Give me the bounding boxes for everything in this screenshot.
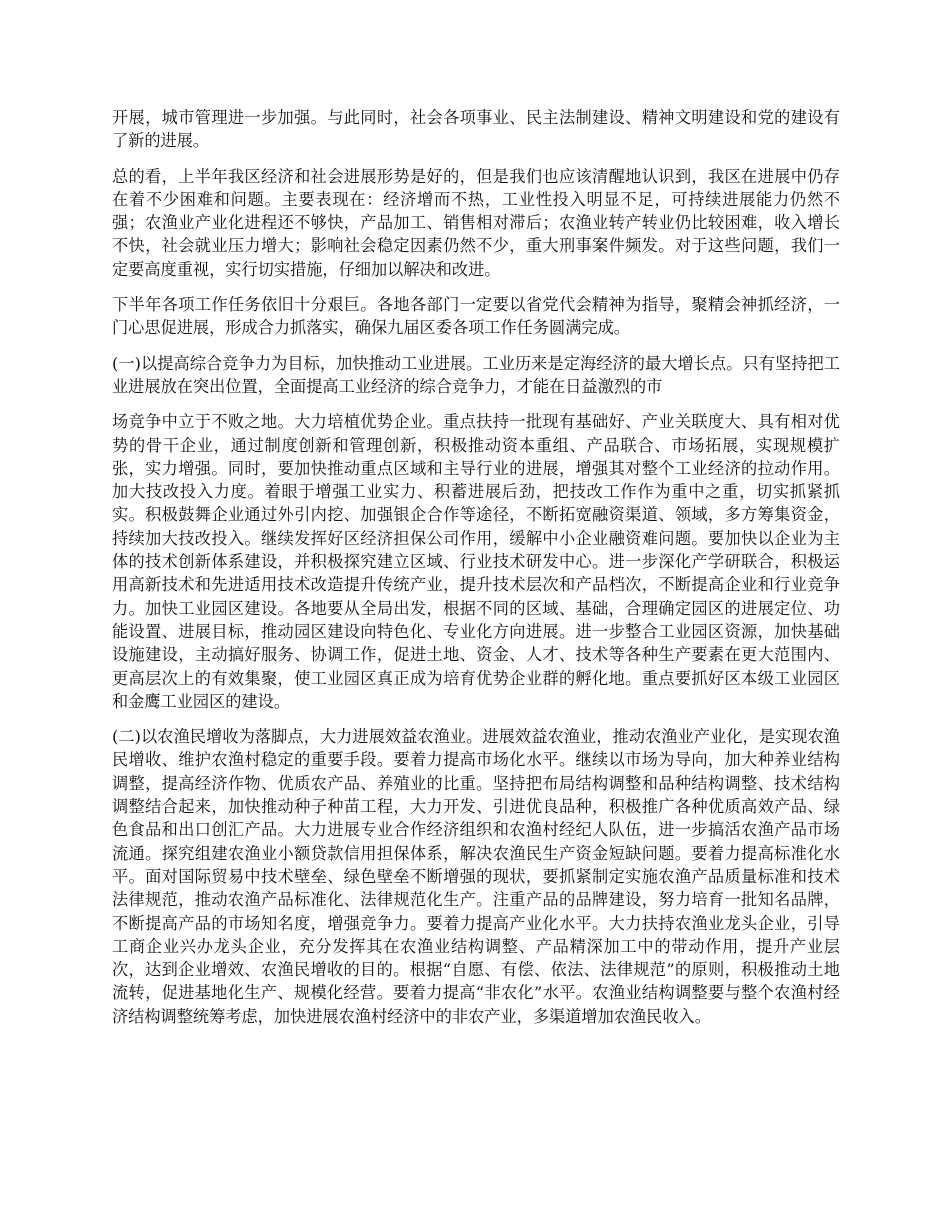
paragraph-industry-detail: 场竞争中立于不败之地。大力培植优势企业。重点扶持一批现有基础好、产业关联度大、具有相对优势的骨干企业，通过制度创新和管理创新，积极推动资本重组、产品联合、市场拓展，实现规模扩张，实力增强。同时，要加快推动重点区域和主导行业的进展，增强其对整个工业经济的拉动作用。加大技改投入力度。着眼于增强工业实力、积蓄进展后劲，把技改工作作为重中之重，切实抓紧抓实。积极鼓舞企业通过外引内挖、加强银企合作等途径，不断拓宽融资渠道、领域，多方筹集资金，持续加大技改投入。继续发挥好区经济担保公司作用，缓解中小企业融资难问题。要加快以企业为主体的技术创新体系建设，并积极探究建立区域、行业技术研发中心。进一步深化产学研联合，积极运用高新技术和先进适用技术改造提升传统产业，提升技术层次和产品档次，不断提高企业和行业竞争力。加快工业园区建设。各地要从全局出发，根据不同的区域、基础，合理确定园区的进展定位、功能设置、进展目标，推动园区建设向特色化、专业化方向进展。进一步整合工业园区资源，加快基础设施建设，主动搞好服务、协调工作，促进土地、资金、人才、技术等各种生产要素在更大范围内、更高层次上的有效集聚，使工业园区真正成为培育优势企业群的孵化地。重点要抓好区本级工业园区和金鹰工业园区的建设。 <box>112 412 840 711</box>
paragraph-continuation: 开展，城市管理进一步加强。与此同时，社会各项事业、民主法制建设、精神文明建设和党的建设有了新的进展。 <box>112 108 840 151</box>
paragraph-second-half-tasks: 下半年各项工作任务依旧十分艰巨。各地各部门一定要以省党代会精神为指导，聚精会神抓经济，一门心思促进展，形成合力抓落实，确保九届区委各项工作任务圆满完成。 <box>112 295 840 338</box>
document-body <box>112 106 840 1040</box>
paragraph-agriculture: (二)以农渔民增收为落脚点，大力进展效益农渔业。进展效益农渔业，推动农渔业产业化，是实现农渔民增收、维护农渔村稳定的重要手段。要着力提高市场化水平。继续以市场为导向，加大种养业结构调整，提高经济作物、优质农产品、养殖业的比重。坚持把布局结构调整和品种结构调整、技术结构调整结合起来，加快推动种子种苗工程，大力开发、引进优良品种，积极推广各种优质高效产品、绿色食品和出口创汇产品。大力进展专业合作经济组织和农渔村经纪人队伍，进一步搞活农渔产品市场流通。探究组建农渔业小额贷款信用担保体系，解决农渔民生产资金短缺问题。要着力提高标准化水平。面对国际贸易中技术壁垒、绿色壁垒不断增强的现状，要抓紧制定实施农渔产品质量标准和技术法律规范，推动农渔产品标准化、法律规范化生产。注重产品的品牌建设，努力培育一批知名品牌，不断提高产品的市场知名度，增强竞争力。要着力提高产业化水平。大力扶持农渔业龙头企业，引导工商企业兴办龙头企业，充分发挥其在农渔业结构调整、产品精深加工中的带动作用，提升产业层次，达到企业增效、农渔民增收的目的。根据“自愿、有偿、依法、法律规范”的原则，积极推动土地流转，促进基地化生产、规模化经营。要着力提高“非农化”水平。农渔业结构调整要与整个农渔村经济结构调整统筹考虑，加快进展农渔村经济中的非农产业，多渠道增加农渔民收入。 <box>112 727 840 1026</box>
paragraph-assessment: 总的看，上半年我区经济和社会进展形势是好的，但是我们也应该清醒地认识到，我区在进展中仍存在着不少困难和问题。主要表现在：经济增而不热，工业性投入明显不足，可持续进展能力仍然不强；农渔业产业化进程还不够快，产品加工、销售相对滞后；农渔业转产转业仍比较困难，收入增长不快，社会就业压力增大；影响社会稳定因素仍然不少，重大刑事案件频发。对于这些问题，我们一定要高度重视，实行切实措施，仔细加以解决和改进。 <box>112 166 840 279</box>
paragraph-industry-intro: (一)以提高综合竞争力为目标，加快推动工业进展。工业历来是定海经济的最大增长点。只有坚持把工业进展放在突出位置，全面提高工业经济的综合竞争力，才能在日益激烈的市 <box>112 353 840 396</box>
